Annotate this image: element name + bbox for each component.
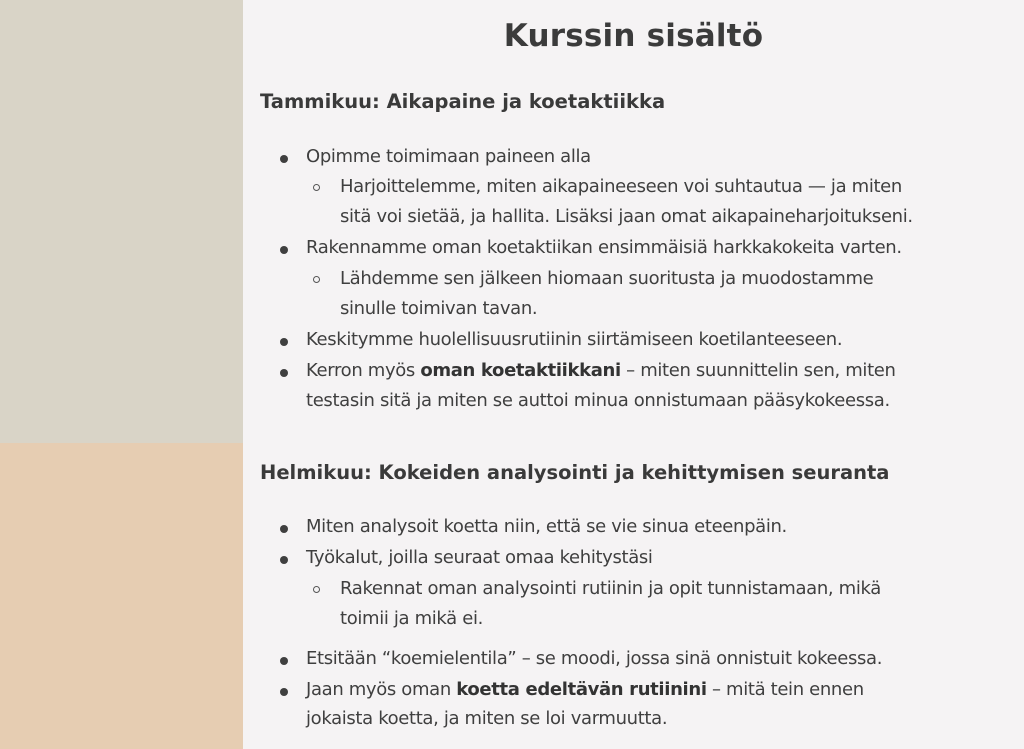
sub-list-item: Rakennat oman analysointi rutiinin ja opit tunnistamaan, mikä <box>340 578 881 599</box>
sub-list-item-continued: sinulle toimivan tavan. <box>340 298 538 319</box>
page-title: Kurssin sisältö <box>503 18 764 54</box>
bullet-icon <box>280 688 288 696</box>
course-content <box>243 0 1024 749</box>
text-run: Kerron myös <box>306 360 421 381</box>
list-item: Rakennamme oman koetaktiikan ensimmäisiä harkkakokeita varten. <box>306 237 902 258</box>
section-heading-february: Helmikuu: Kokeiden analysointi ja kehittymisen seuranta <box>260 461 890 484</box>
sub-list-item: Harjoittelemme, miten aikapaineeseen voi suhtautua — ja miten <box>340 176 902 197</box>
bullet-icon <box>280 525 288 533</box>
bullet-icon <box>280 369 288 377</box>
list-item-continued: jokaista koetta, ja miten se loi varmuutta. <box>306 708 668 729</box>
list-item: Miten analysoit koetta niin, että se vie sinua eteenpäin. <box>306 516 787 537</box>
list-item-continued: testasin sitä ja miten se auttoi minua onnistumaan pääsykokeessa. <box>306 390 890 411</box>
list-item: Etsitään “koemielentila” – se moodi, jossa sinä onnistuit kokeessa. <box>306 648 883 669</box>
list-item-mixed <box>306 679 864 700</box>
bullet-icon <box>280 556 288 564</box>
text-run: Jaan myös oman <box>306 679 457 700</box>
sub-bullet-icon <box>313 586 320 593</box>
bullet-icon <box>280 246 288 254</box>
list-item: Työkalut, joilla seuraat omaa kehitystäsi <box>306 547 653 568</box>
bold-text-run: oman koetaktiikkani <box>420 360 621 381</box>
sub-list-item-continued: sitä voi sietää, ja hallita. Lisäksi jaan omat aikapaineharjoitukseni. <box>340 206 913 227</box>
text-run: – mitä tein ennen <box>706 679 864 700</box>
bold-text-run: koetta edeltävän rutiinini <box>456 679 707 700</box>
list-item: Keskitymme huolellisuusrutiinin siirtämiseen koetilanteeseen. <box>306 329 843 350</box>
text-run: – miten suunnittelin sen, miten <box>620 360 896 381</box>
bullet-icon <box>280 657 288 665</box>
bullet-icon <box>280 155 288 163</box>
sub-bullet-icon <box>313 276 320 283</box>
list-item-mixed <box>306 360 896 381</box>
sub-bullet-icon <box>313 184 320 191</box>
sub-list-item: Lähdemme sen jälkeen hiomaan suoritusta ja muodostamme <box>340 268 874 289</box>
sub-list-item-continued: toimii ja mikä ei. <box>340 608 483 629</box>
bullet-icon <box>280 338 288 346</box>
section-heading-january: Tammikuu: Aikapaine ja koetaktiikka <box>260 90 666 113</box>
sidebar-panel-top <box>0 0 243 443</box>
list-item: Opimme toimimaan paineen alla <box>306 146 591 167</box>
sidebar-panel-bottom <box>0 443 243 749</box>
